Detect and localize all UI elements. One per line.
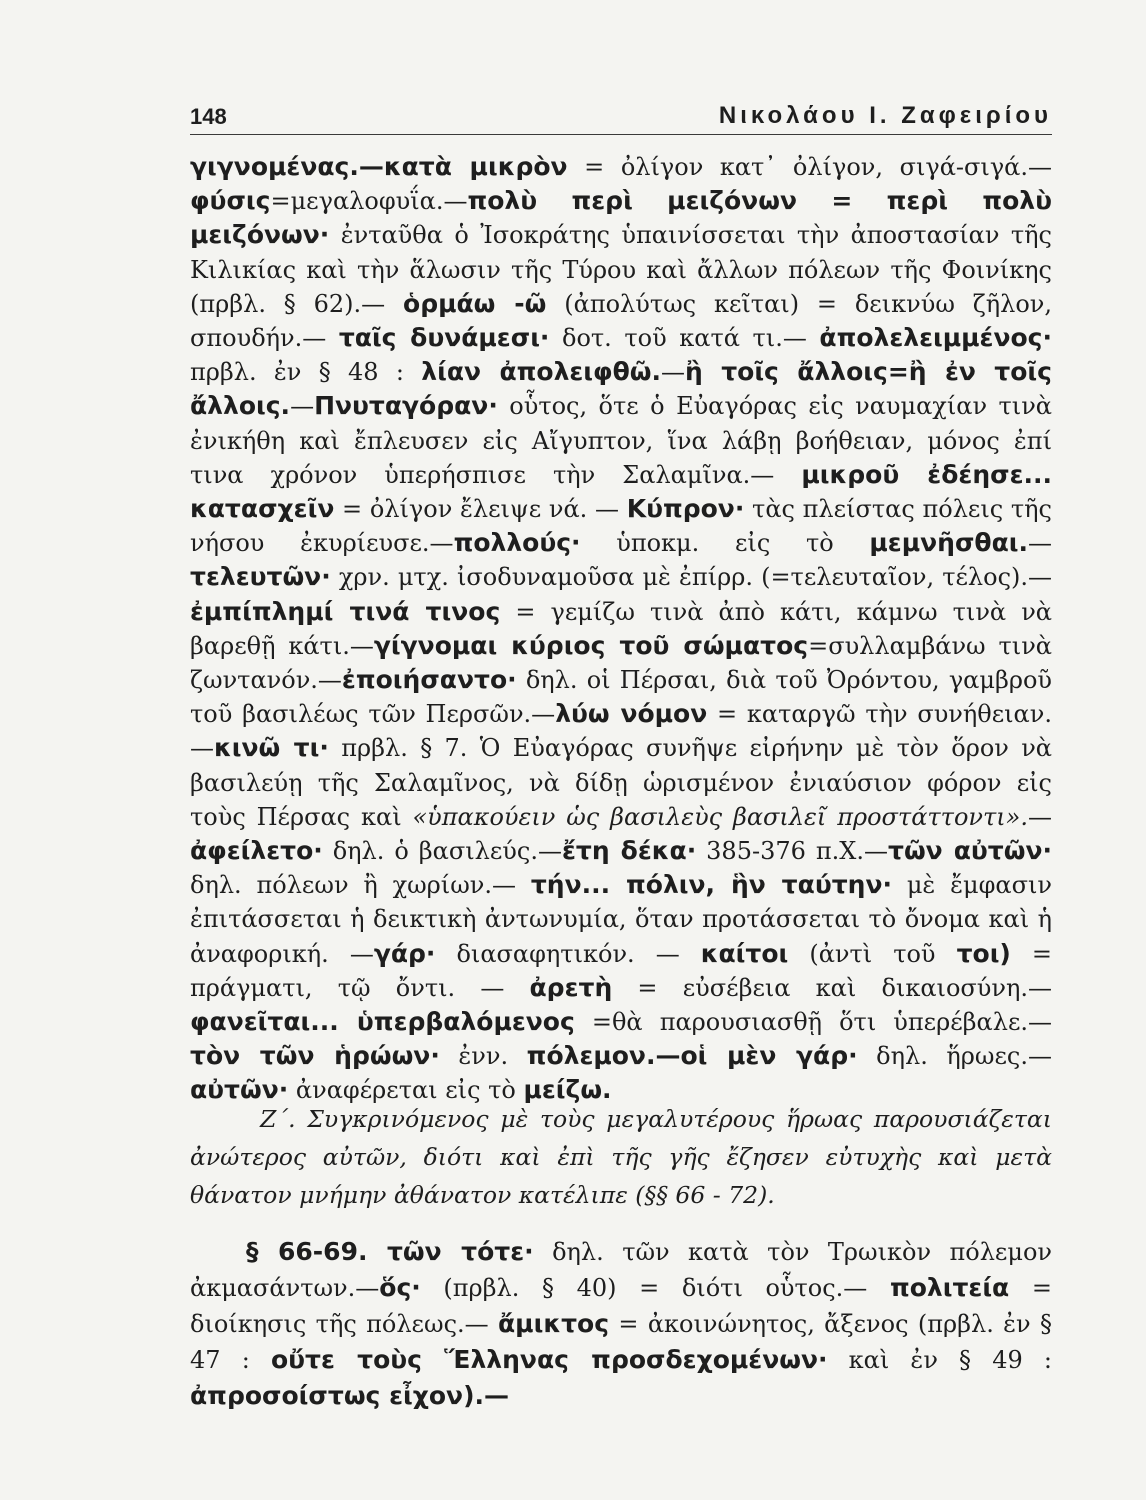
gloss-text: — bbox=[1028, 802, 1052, 831]
gloss-text: ὑποκμ. εἰς τὸ bbox=[580, 529, 870, 558]
lemma: Κύπρον· bbox=[626, 494, 745, 524]
gloss-text: χρν. μτχ. ἰσοδυναμοῦσα μὲ ἐπίρρ. (=τελευταῖον, τέλος).— bbox=[330, 563, 1052, 592]
gloss-text: (ἀντὶ τοῦ bbox=[788, 939, 957, 968]
gloss-text: = εὐσέβεια καὶ δικαιοσύνη.— bbox=[612, 973, 1052, 1002]
lemma: μικροῦ ἐδέησε... κατασχεῖν bbox=[190, 459, 1052, 524]
lemma: ταῖς δυνάμεσι· bbox=[338, 323, 550, 353]
gloss-text: 385-376 π.Χ.— bbox=[696, 837, 888, 866]
gloss-text: = ὀλίγον κατ᾿ ὀλίγον, σιγά-σιγά.— bbox=[567, 153, 1053, 181]
section-summary bbox=[190, 1100, 1052, 1214]
gloss-text: δηλ. πόλεων ἢ χωρίων.— bbox=[190, 871, 531, 900]
lemma: πόλεμον.—οἱ μὲν γάρ· bbox=[526, 1041, 858, 1071]
gloss-text: = καταργῶ τὴν συνήθειαν.— bbox=[190, 700, 1052, 763]
gloss-text: =συλλαμβάνω τινὰ ζωντανόν.— bbox=[190, 631, 1052, 695]
gloss-text: μὲ ἔμφασιν ἐπιτάσσεται ἡ δεικτικὴ ἀντωνυμία, ὅταν προτάσσεται τὸ ὄνομα καὶ ἡ ἀναφορική. — bbox=[190, 871, 1052, 968]
gloss-text: δηλ. ἥρωες.— bbox=[857, 1042, 1052, 1071]
page-header bbox=[190, 90, 1052, 135]
gloss-text: — bbox=[661, 358, 685, 387]
gloss-text: = διοίκησις τῆς πόλεως.— bbox=[190, 1274, 1052, 1338]
lemma: τῶν αὐτῶν· bbox=[887, 836, 1053, 866]
lemma: ἢ τοῖς ἄλλοις=ἢ ἐν τοῖς ἄλλοις. bbox=[190, 357, 1052, 421]
gloss-text: =θὰ παρουσιασθῇ ὅτι ὑπερέβαλε.— bbox=[574, 1008, 1052, 1037]
lemma: § 66-69. τῶν τότε· bbox=[246, 1237, 534, 1266]
gloss-text: = πράγματι, τῷ ὄντι. — bbox=[190, 939, 1052, 1002]
gloss-text: δηλ. τῶν κατὰ τὸν Τρωικὸν πόλεμον ἀκμασάντων.— bbox=[190, 1238, 1052, 1302]
lemma: αὐτῶν· bbox=[190, 1075, 289, 1105]
gloss-text: δηλ. ὁ βασιλεύς.— bbox=[322, 837, 562, 866]
gloss-text: = γεμίζω τινὰ ἀπὸ κάτι, κάμνω τινὰ νὰ βαρεθῇ κάτι.— bbox=[190, 597, 1053, 660]
lemma: γιγνομένας.—κατὰ μικρὸν bbox=[190, 152, 568, 181]
lemma: πολιτεία bbox=[889, 1273, 1010, 1302]
lemma: ἀρετὴ bbox=[529, 972, 613, 1002]
commentary-block bbox=[190, 150, 1052, 1108]
lemma: ἄμικτος bbox=[498, 1309, 610, 1338]
quotation: «ὑπακούειν ὡς βασιλεὺς βασιλεῖ προστάττοντι». bbox=[412, 802, 1028, 831]
gloss-text: δηλ. οἱ Πέρσαι, διὰ τοῦ Ὀρόντου, γαμβροῦ τοῦ βασιλέως τῶν Περσῶν.— bbox=[190, 666, 1052, 729]
lemma: ὁρμάω -ῶ bbox=[403, 288, 547, 318]
gloss-text: τὰς πλείστας πόλεις τῆς νήσου ἐκυρίευσε.— bbox=[190, 495, 1052, 558]
lemma: ἐμπίπλημί τινά τινος bbox=[190, 596, 501, 626]
gloss-text: δοτ. τοῦ κατά τι.— bbox=[549, 324, 820, 353]
lemma: κινῶ τι· bbox=[214, 733, 329, 763]
gloss-text: =μεγαλοφυΐα.— bbox=[270, 187, 468, 216]
gloss-text: — bbox=[290, 392, 315, 421]
gloss-text: ἀναφέρεται εἰς τὸ bbox=[288, 1076, 524, 1105]
notes-paragraph bbox=[190, 1234, 1052, 1414]
lemma: τὸν τῶν ἡρώων· bbox=[190, 1041, 440, 1071]
lemma: τελευτῶν· bbox=[190, 562, 331, 592]
lemma: μείζω. bbox=[523, 1075, 612, 1105]
lemma: φανεῖται... ὑπερβαλόμενος bbox=[190, 1007, 575, 1037]
gloss-text: (πρβλ. § 40) = διότι οὗτος.— bbox=[420, 1274, 890, 1302]
gloss-text: διασαφητικόν. — bbox=[435, 939, 701, 968]
gloss-text: = ὀλίγον ἔλειψε νά. — bbox=[334, 495, 627, 524]
gloss-text: = ἀκοινώνητος, ἄξενος (πρβλ. ἐν § 47 : bbox=[190, 1310, 1052, 1374]
lemma: πολλούς· bbox=[453, 528, 581, 558]
running-head: Νικολάου Ι. Ζαφειρίου bbox=[718, 102, 1052, 129]
gloss-text: (ἀπολύτως κεῖται) = δεικνύω ζῆλον, σπουδήν.— bbox=[190, 289, 1052, 353]
gloss-text: πρβλ. ἐν § 48 : bbox=[190, 358, 422, 387]
lemma: γίγνομαι κύριος τοῦ σώματος bbox=[373, 630, 809, 660]
commentary-paragraph bbox=[190, 150, 1052, 1108]
page-number: 148 bbox=[190, 104, 227, 129]
lemma: ἀπροσοίστως εἶχον).— bbox=[190, 1381, 509, 1410]
lemma: φύσις bbox=[190, 186, 271, 216]
lemma: λίαν ἀπολειφθῶ. bbox=[421, 357, 661, 387]
lemma: πολὺ περὶ μειζόνων = περὶ πολὺ μειζόνων· bbox=[190, 186, 1052, 250]
lemma: τήν... πόλιν, ἣν ταύτην· bbox=[530, 870, 892, 900]
gloss-text: — bbox=[1028, 529, 1052, 558]
lemma: λύω νόμον bbox=[555, 699, 708, 729]
gloss-text: καὶ ἐν § 49 : bbox=[827, 1346, 1053, 1374]
lemma: μεμνῆσθαι. bbox=[869, 528, 1028, 558]
gloss-text: οὗτος, ὅτε ὁ Εὐαγόρας εἰς ναυμαχίαν τινὰ ἐνικήθη καὶ ἔπλευσεν εἰς Αἴγυπτον, ἵνα λάβῃ βοήθειαν, μόνος ἐπί τινα χρόνον ὑπερήσπισε τὴν Σαλαμῖνα.— bbox=[190, 392, 1052, 489]
lemma: καίτοι bbox=[700, 938, 789, 968]
lemma: Πνυταγόραν· bbox=[314, 391, 498, 421]
lemma: ἐποιήσαντο· bbox=[341, 665, 517, 695]
lemma: ὅς· bbox=[379, 1273, 421, 1302]
lemma: ἀφείλετο· bbox=[190, 836, 323, 866]
section-notes bbox=[190, 1234, 1052, 1414]
gloss-text: πρβλ. § 7. Ὁ Εὐαγόρας συνῆψε εἰρήνην μὲ τὸν ὅρον νὰ βασιλεύῃ τῆς Σαλαμῖνος, νὰ δίδῃ ὡρισμένον ἐνιαύσιον φόρον εἰς τοὺς Πέρσας καὶ bbox=[190, 734, 1053, 831]
lemma: οὔτε τοὺς Ἕλληνας προσδεχομένων· bbox=[270, 1345, 828, 1374]
gloss-text: ἐνν. bbox=[439, 1042, 527, 1071]
lemma: γάρ· bbox=[373, 938, 436, 968]
lemma: ἀπολελειμμένος· bbox=[819, 323, 1052, 353]
lemma: ἔτη δέκα· bbox=[561, 836, 697, 866]
gloss-text: ἐνταῦθα ὁ Ἰσοκράτης ὑπαινίσσεται τὴν ἀποστασίαν τῆς Κιλικίας καὶ τὴν ἅλωσιν τῆς Τύρου καὶ ἄλλων πόλεων τῆς Φοινίκης (πρβλ. § 62).— bbox=[190, 221, 1052, 318]
lemma: τοι) bbox=[956, 938, 1011, 968]
summary-paragraph: Ζ΄. Συγκρινόμενος μὲ τοὺς μεγαλυτέρους ἥρωας παρουσιάζεται ἀνώτερος αὐτῶν, διότι καὶ ἐπὶ τῆς γῆς ἔζησεν εὐτυχὴς καὶ μετὰ θάνατον μνήμην ἀθάνατον κατέλιπε (§§ 66 - 72). bbox=[190, 1105, 1052, 1209]
